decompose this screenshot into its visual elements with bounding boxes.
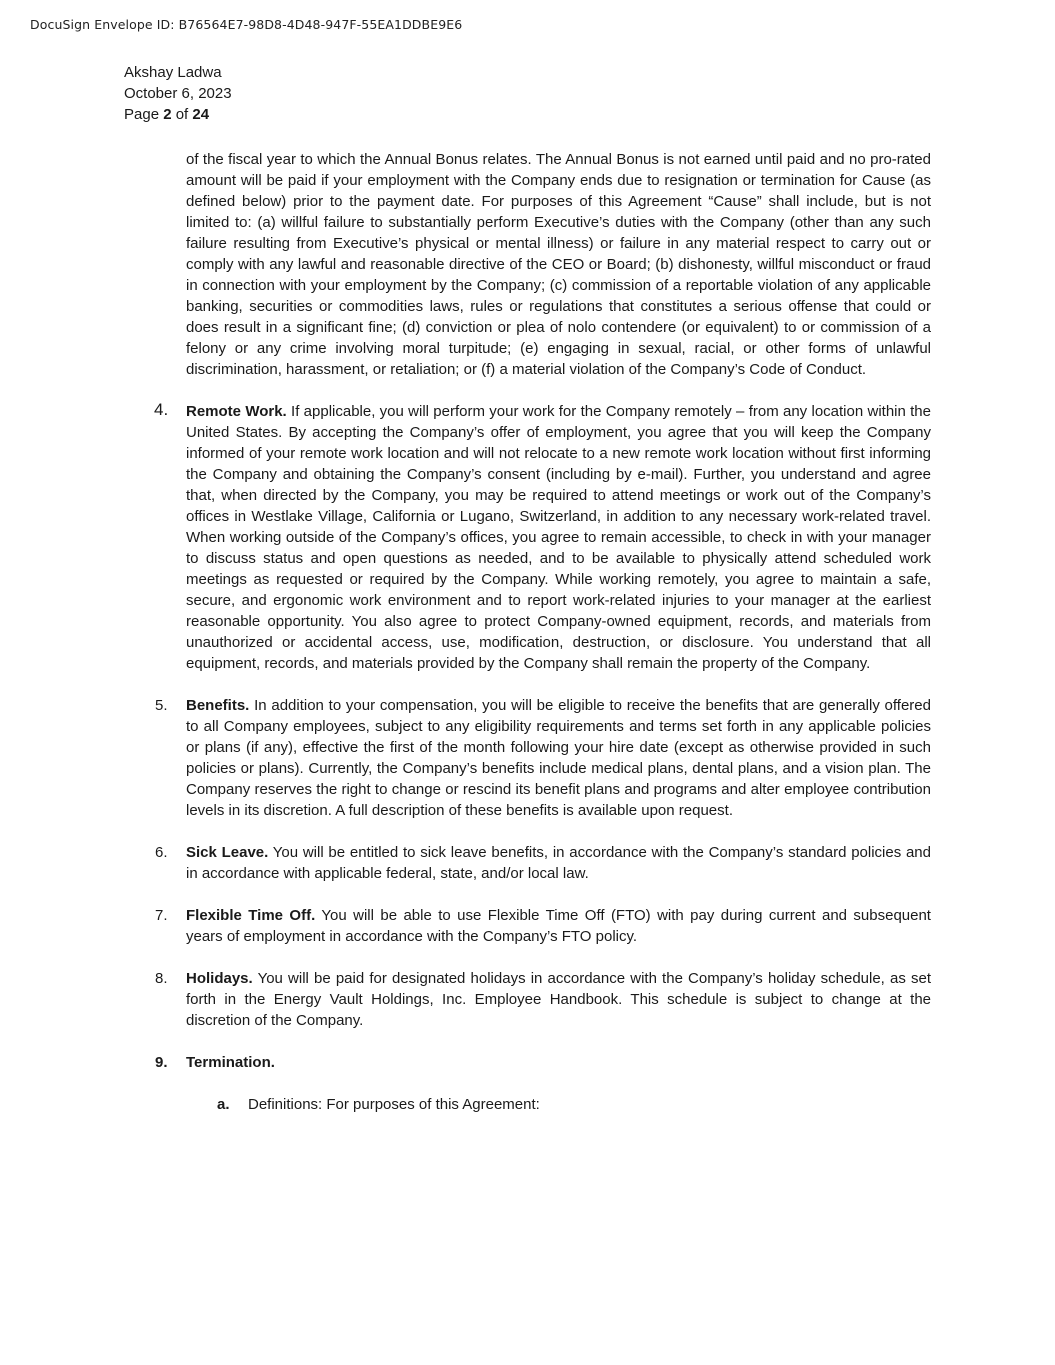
page-of: of bbox=[171, 106, 193, 123]
section-heading: Benefits. bbox=[186, 697, 250, 714]
document-body bbox=[154, 149, 931, 1115]
section-benefits bbox=[155, 695, 931, 821]
section-remote-work bbox=[154, 400, 931, 674]
page-number: 2 bbox=[163, 106, 172, 123]
page-indicator bbox=[124, 104, 232, 125]
section-flexible-time-off bbox=[155, 905, 931, 947]
section-heading: Sick Leave. bbox=[186, 844, 269, 861]
section-heading: Holidays. bbox=[186, 970, 253, 987]
section-number: 5. bbox=[155, 697, 168, 714]
section-sick-leave bbox=[155, 842, 931, 884]
page-total: 24 bbox=[192, 106, 210, 123]
docusign-envelope-id: DocuSign Envelope ID: B76564E7-98D8-4D48-947F-55EA1DDBE9E6 bbox=[30, 17, 463, 32]
section-number: 7. bbox=[155, 907, 168, 924]
section-termination bbox=[155, 1052, 931, 1073]
subsection-text: Definitions: For purposes of this Agreement: bbox=[248, 1096, 540, 1113]
section-heading: Flexible Time Off. bbox=[186, 907, 316, 924]
continuation-paragraph: of the fiscal year to which the Annual Bonus relates. The Annual Bonus is not earned until paid and no pro-rated amount will be paid if your employment with the Company ends due to resignation or termination for Cause (as defined below) prior to the payment date. For purposes of this Agreement “Cause” shall include, but is not limited to: (a) willful failure to substantially perform Executive’s duties with the Company (other than any such failure resulting from Executive’s physical or mental illness) or failure in any material respect to carry out or comply with any lawful and reasonable directive of the CEO or Board; (b) dishonesty, willful misconduct or fraud in connection with your employment by the Company; (c) commission of a reportable violation of any applicable banking, securities or commodities laws, rules or regulations that constitutes a serious offense that could or does result in a significant fine; (d) conviction or plea of nolo contendere (or equivalent) to or commission of a felony or any crime involving moral turpitude; (e) engaging in sexual, racial, or other forms of unlawful discrimination, harassment, or retaliation; or (f) a material violation of the Company’s Code of Conduct. bbox=[186, 151, 931, 378]
section-number: 8. bbox=[155, 970, 168, 987]
recipient-name: Akshay Ladwa bbox=[124, 64, 222, 81]
section-body: In addition to your compensation, you will be eligible to receive the benefits that are generally offered to all Company employees, subject to any eligibility requirements and terms set forth in any applicable policies or plans (if any), effective the first of the month following your hire date (except as otherwise provided in such policies or plans). Currently, the Company’s benefits include medical plans, dental plans, and a vision plan. The Company reserves the right to change or rescind its benefit plans and programs and alter employee contribution levels in its discretion. A full description of these benefits is available upon request. bbox=[186, 697, 931, 819]
section-body: You will be entitled to sick leave benefits, in accordance with the Company’s standard policies and in accordance with applicable federal, state, and/or local law. bbox=[186, 844, 931, 882]
section-body: You will be able to use Flexible Time Off (FTO) with pay during current and subsequent years of employment in accordance with the Company’s FTO policy. bbox=[186, 907, 931, 945]
section-number: 6. bbox=[155, 844, 168, 861]
section-body: If applicable, you will perform your work for the Company remotely – from any location within the United States. By accepting the Company’s offer of employment, you agree that you will keep the Company informed of your remote work location and will not relocate to a new remote work location without first informing the Company and obtaining the Company’s consent (including by e-mail). Further, you understand and agree that, when directed by the Company, you may be required to attend meetings or work out of the Company’s offices in Westlake Village, California or Lugano, Switzerland, in addition to any necessary work-related travel. When working outside of the Company’s offices, you agree to remain accessible, to check in with your manager to discuss status and open questions as needed, and to be available to physically attend scheduled work meetings as requested or required by the Company. While working remotely, you agree to maintain a safe, secure, and ergonomic work environment and to report work-related injuries to your manager at the earliest reasonable opportunity. You also agree to protect Company-owned equipment, records, and materials from unauthorized or accidental access, use, modification, destruction, or disclosure. You understand that all equipment, records, and materials provided by the Company shall remain the property of the Company. bbox=[186, 403, 931, 672]
letter-date: October 6, 2023 bbox=[124, 85, 232, 102]
subsection-letter: a. bbox=[217, 1096, 230, 1113]
section-number: 9. bbox=[155, 1054, 168, 1071]
section-number: 4. bbox=[154, 400, 169, 419]
section-heading: Termination. bbox=[186, 1054, 275, 1071]
section-body: You will be paid for designated holidays in accordance with the Company’s holiday schedule, as set forth in the Energy Vault Holdings, Inc. Employee Handbook. This schedule is subject to change at the discretion of the Company. bbox=[186, 970, 931, 1029]
subsection-definitions bbox=[186, 1094, 931, 1115]
page-prefix: Page bbox=[124, 106, 164, 123]
letter-header bbox=[124, 62, 232, 125]
section-holidays bbox=[155, 968, 931, 1031]
section-heading: Remote Work. bbox=[186, 403, 287, 420]
